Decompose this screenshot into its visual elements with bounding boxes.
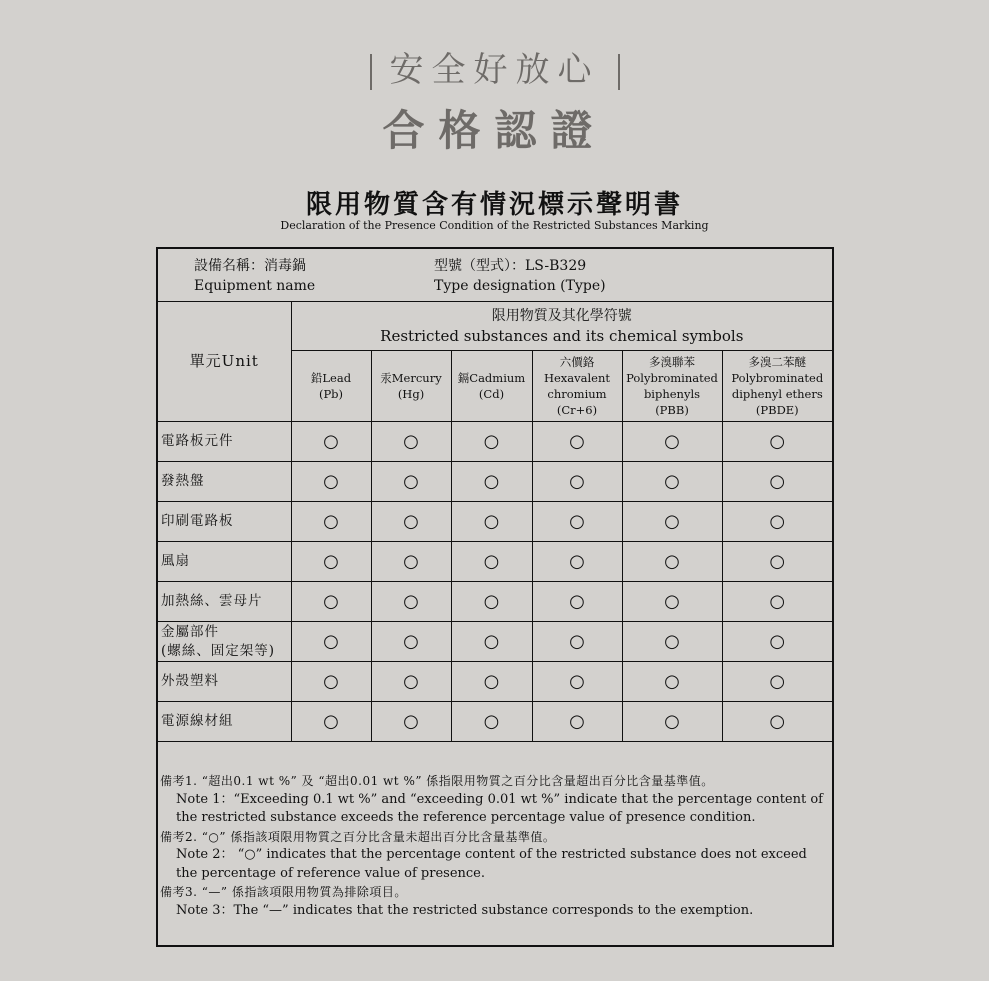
hero-tagline-text: 安全好放心 (389, 50, 600, 90)
compliance-mark: ○ (722, 462, 832, 502)
compliance-mark: ○ (722, 662, 832, 702)
substance-header (722, 351, 832, 422)
type-designation-zh: 型號（型式）：LS-B329 (434, 258, 587, 274)
compliance-mark: ○ (451, 582, 532, 622)
table-row (158, 702, 832, 742)
row-label-text: 電路板元件 (161, 433, 234, 449)
substance-header-line: (PBB) (655, 403, 689, 417)
compliance-mark: ○ (291, 542, 371, 582)
compliance-mark: ○ (722, 422, 832, 462)
substance-header (291, 351, 371, 422)
substance-table (158, 302, 832, 742)
row-label-text: 印刷電路板 (161, 513, 234, 529)
notes (158, 772, 832, 920)
compliance-mark: ○ (371, 622, 451, 662)
row-label (158, 462, 291, 502)
substance-header-line: 多溴聯苯 (649, 355, 695, 369)
substance-header-line: 多溴二苯醚 (748, 355, 807, 369)
compliance-mark: ○ (291, 502, 371, 542)
note-3-zh: 備考3. “—” 係指該項限用物質為排除項目。 (160, 885, 407, 899)
compliance-mark: ○ (722, 582, 832, 622)
compliance-mark: ○ (532, 582, 622, 622)
equipment-name-zh: 設備名稱：消毒鍋 (194, 258, 306, 274)
substance-header-line: chromium (547, 387, 607, 401)
compliance-mark: ○ (722, 542, 832, 582)
unit-header: 單元Unit (158, 302, 291, 422)
compliance-mark: ○ (622, 422, 722, 462)
row-label-text: 外殼塑料 (161, 673, 219, 689)
compliance-mark: ○ (532, 422, 622, 462)
compliance-mark: ○ (622, 582, 722, 622)
compliance-mark: ○ (451, 662, 532, 702)
compliance-mark: ○ (371, 662, 451, 702)
substance-header (371, 351, 451, 422)
compliance-mark: ○ (722, 502, 832, 542)
row-label-text: 加熱絲、雲母片 (161, 593, 263, 609)
declaration-box (156, 247, 834, 947)
substance-header-line: diphenyl ethers (731, 387, 823, 401)
substance-header-line: Polybrominated (626, 371, 718, 385)
row-label-text: 電源線材組 (161, 713, 234, 729)
substance-header (622, 351, 722, 422)
divider-right (618, 54, 620, 90)
substance-header (532, 351, 622, 422)
substance-header-line: 汞Mercury (380, 371, 442, 385)
row-label (158, 622, 291, 662)
row-label (158, 422, 291, 462)
table-row (158, 662, 832, 702)
compliance-mark: ○ (451, 542, 532, 582)
compliance-mark: ○ (622, 622, 722, 662)
note-1-zh: 備考1. “超出0.1 wt %” 及 “超出0.01 wt %” 係指限用物質之百分比含量超出百分比含量基準值。 (160, 774, 714, 788)
type-designation-en: Type designation (Type) (434, 278, 606, 294)
compliance-mark: ○ (371, 542, 451, 582)
substance-header-line: biphenyls (643, 387, 701, 401)
note-2-zh: 備考2. “○” 係指該項限用物質之百分比含量未超出百分比含量基準值。 (160, 829, 556, 844)
note-2-en-cont: the percentage of reference value of presence. (176, 865, 485, 881)
hero-title: 合格認證 (382, 106, 607, 155)
table-row (158, 582, 832, 622)
doc-title: 限用物質含有情況標示聲明書 (305, 190, 683, 220)
table-row (158, 422, 832, 462)
note-3-en: Note 3：The “—” indicates that the restricted substance corresponds to the exemption. (176, 902, 754, 918)
compliance-mark: ○ (451, 702, 532, 742)
compliance-mark: ○ (371, 422, 451, 462)
divider-left (370, 54, 372, 90)
row-label (158, 702, 291, 742)
compliance-mark: ○ (291, 462, 371, 502)
row-label-text: 風扇 (161, 553, 190, 569)
substance-header-line: (Cd) (478, 387, 505, 401)
compliance-mark: ○ (371, 502, 451, 542)
row-label (158, 662, 291, 702)
compliance-mark: ○ (622, 542, 722, 582)
substance-header-line: (PBDE) (755, 403, 799, 417)
table-row (158, 502, 832, 542)
compliance-mark: ○ (532, 462, 622, 502)
compliance-mark: ○ (532, 662, 622, 702)
substance-header-line: 鎘Cadmium (457, 371, 526, 385)
table-row (158, 622, 832, 662)
substance-header-line: (Hg) (397, 387, 425, 401)
compliance-mark: ○ (622, 702, 722, 742)
compliance-mark: ○ (371, 462, 451, 502)
row-label (158, 502, 291, 542)
restricted-header-zh: 限用物質及其化學符號 (491, 308, 632, 324)
compliance-mark: ○ (532, 502, 622, 542)
note-1-en: Note 1：“Exceeding 0.1 wt %” and “exceeding 0.01 wt %” indicate that the percentage content of (176, 791, 823, 807)
compliance-mark: ○ (622, 502, 722, 542)
equipment-name-en: Equipment name (194, 278, 316, 294)
doc-subtitle: Declaration of the Presence Condition of the Restricted Substances Marking (280, 219, 709, 232)
compliance-mark: ○ (371, 582, 451, 622)
restricted-header-en: Restricted substances and its chemical symbols (380, 327, 744, 345)
note-2-en: Note 2： “○” indicates that the percentage content of the restricted substance does not exceed (176, 847, 807, 862)
compliance-mark: ○ (291, 662, 371, 702)
substance-header-line: (Cr+6) (556, 403, 598, 417)
compliance-mark: ○ (451, 502, 532, 542)
hero-tagline (0, 42, 989, 91)
substance-header-line: Hexavalent (543, 371, 611, 385)
compliance-mark: ○ (722, 622, 832, 662)
compliance-mark: ○ (622, 462, 722, 502)
restricted-substances-header (291, 302, 832, 351)
note-1-en-cont: the restricted substance exceeds the reference percentage value of presence condition. (176, 810, 756, 825)
row-label (158, 542, 291, 582)
compliance-mark: ○ (451, 422, 532, 462)
compliance-mark: ○ (291, 702, 371, 742)
compliance-mark: ○ (451, 462, 532, 502)
substance-header-line: (Pb) (318, 387, 344, 401)
compliance-mark: ○ (532, 542, 622, 582)
compliance-mark: ○ (371, 702, 451, 742)
substance-header-line: Polybrominated (731, 371, 824, 385)
substance-header-line: 鉛Lead (310, 371, 352, 385)
substance-header-line: 六價鉻 (559, 355, 595, 369)
compliance-mark: ○ (291, 582, 371, 622)
table-row (158, 462, 832, 502)
compliance-mark: ○ (532, 702, 622, 742)
row-label-text: 發熱盤 (161, 473, 205, 489)
compliance-mark: ○ (722, 702, 832, 742)
compliance-mark: ○ (622, 662, 722, 702)
compliance-mark: ○ (291, 422, 371, 462)
compliance-mark: ○ (532, 622, 622, 662)
row-label-text: 金屬部件 (161, 623, 219, 640)
compliance-mark: ○ (451, 622, 532, 662)
substance-header (451, 351, 532, 422)
equipment-info (158, 249, 832, 302)
compliance-mark: ○ (291, 622, 371, 662)
row-label (158, 582, 291, 622)
table-row (158, 542, 832, 582)
row-label-text-2: (螺絲、固定架等) (161, 642, 276, 659)
